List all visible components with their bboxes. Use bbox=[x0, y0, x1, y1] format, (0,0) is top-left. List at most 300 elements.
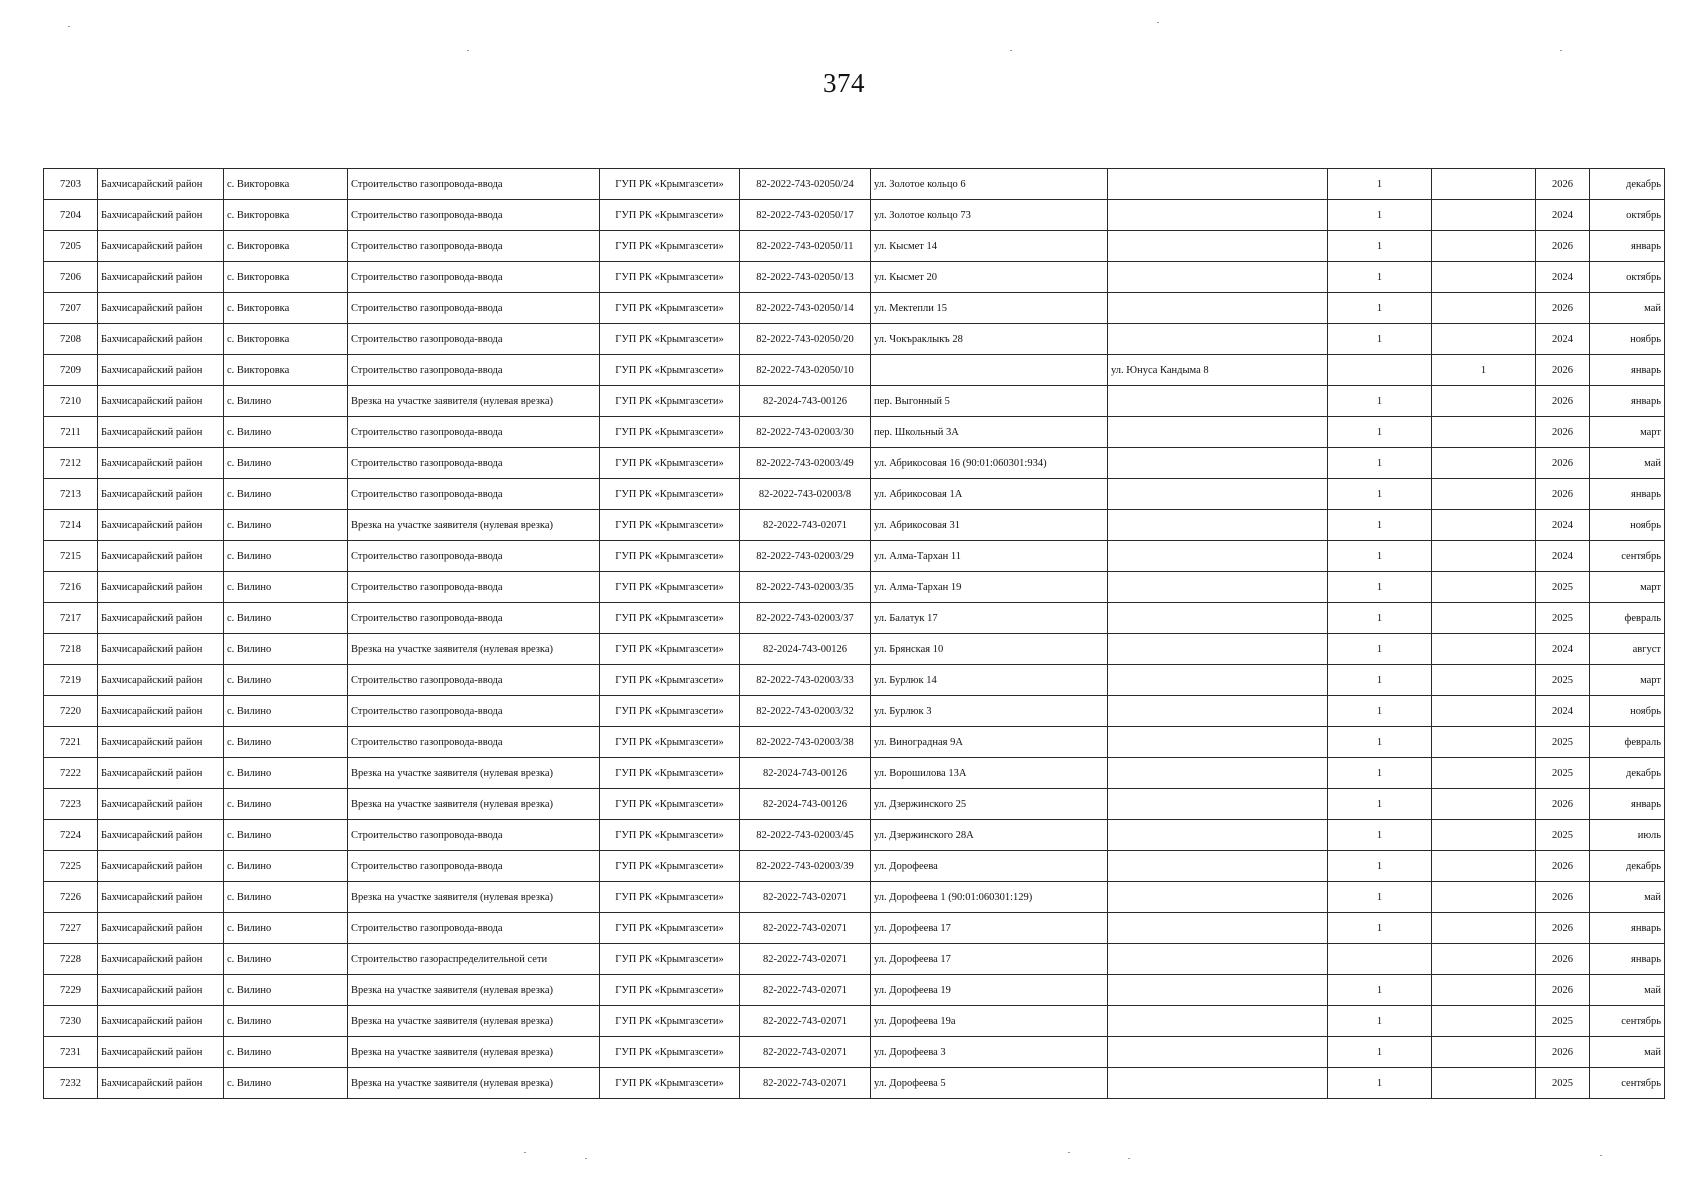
cell-number: 7211 bbox=[44, 417, 98, 448]
cell-address: ул. Абрикосовая 1А bbox=[871, 479, 1108, 510]
cell-quantity: 1 bbox=[1328, 913, 1432, 944]
cell-address: ул. Дорофеева 1 (90:01:060301:129) bbox=[871, 882, 1108, 913]
cell-organization: ГУП РК «Крымгазсети» bbox=[600, 696, 740, 727]
cell-quantity-alt bbox=[1432, 1037, 1536, 1068]
cell-month: январь bbox=[1590, 913, 1665, 944]
cell-address-alt bbox=[1108, 634, 1328, 665]
cell-month: март bbox=[1590, 417, 1665, 448]
table-row bbox=[44, 510, 1665, 541]
cell-permit-number: 82-2022-743-02071 bbox=[740, 1068, 871, 1099]
table-row bbox=[44, 479, 1665, 510]
cell-organization: ГУП РК «Крымгазсети» bbox=[600, 820, 740, 851]
cell-organization: ГУП РК «Крымгазсети» bbox=[600, 758, 740, 789]
cell-quantity-alt bbox=[1432, 789, 1536, 820]
cell-district: Бахчисарайский район bbox=[98, 820, 224, 851]
cell-work-type: Строительство газопровода-ввода bbox=[348, 262, 600, 293]
table-row bbox=[44, 913, 1665, 944]
cell-work-type: Строительство газопровода-ввода bbox=[348, 572, 600, 603]
cell-year: 2026 bbox=[1536, 355, 1590, 386]
cell-organization: ГУП РК «Крымгазсети» bbox=[600, 324, 740, 355]
cell-month: ноябрь bbox=[1590, 510, 1665, 541]
cell-quantity: 1 bbox=[1328, 510, 1432, 541]
cell-district: Бахчисарайский район bbox=[98, 634, 224, 665]
cell-village: с. Вилино bbox=[224, 820, 348, 851]
cell-year: 2026 bbox=[1536, 479, 1590, 510]
cell-address-alt bbox=[1108, 417, 1328, 448]
cell-work-type: Строительство газопровода-ввода bbox=[348, 820, 600, 851]
cell-quantity: 1 bbox=[1328, 448, 1432, 479]
scan-speck bbox=[524, 1152, 526, 1153]
cell-month: март bbox=[1590, 572, 1665, 603]
cell-number: 7222 bbox=[44, 758, 98, 789]
cell-village: с. Вилино bbox=[224, 851, 348, 882]
cell-district: Бахчисарайский район bbox=[98, 231, 224, 262]
cell-organization: ГУП РК «Крымгазсети» bbox=[600, 293, 740, 324]
table-row bbox=[44, 603, 1665, 634]
table-row bbox=[44, 417, 1665, 448]
cell-number: 7215 bbox=[44, 541, 98, 572]
cell-year: 2026 bbox=[1536, 293, 1590, 324]
gas-works-table bbox=[43, 168, 1665, 1099]
cell-year: 2026 bbox=[1536, 944, 1590, 975]
cell-quantity-alt bbox=[1432, 820, 1536, 851]
cell-quantity: 1 bbox=[1328, 231, 1432, 262]
cell-village: с. Викторовка bbox=[224, 262, 348, 293]
cell-district: Бахчисарайский район bbox=[98, 200, 224, 231]
cell-address-alt bbox=[1108, 293, 1328, 324]
cell-village: с. Вилино bbox=[224, 758, 348, 789]
cell-number: 7210 bbox=[44, 386, 98, 417]
cell-district: Бахчисарайский район bbox=[98, 417, 224, 448]
scan-speck bbox=[1068, 1152, 1070, 1153]
scan-speck bbox=[1157, 22, 1159, 23]
table-row bbox=[44, 200, 1665, 231]
cell-permit-number: 82-2022-743-02050/11 bbox=[740, 231, 871, 262]
cell-quantity-alt bbox=[1432, 975, 1536, 1006]
cell-village: с. Викторовка bbox=[224, 293, 348, 324]
cell-organization: ГУП РК «Крымгазсети» bbox=[600, 479, 740, 510]
cell-quantity-alt bbox=[1432, 448, 1536, 479]
cell-address: ул. Кысмет 14 bbox=[871, 231, 1108, 262]
cell-address-alt bbox=[1108, 1006, 1328, 1037]
cell-organization: ГУП РК «Крымгазсети» bbox=[600, 169, 740, 200]
cell-quantity: 1 bbox=[1328, 262, 1432, 293]
cell-permit-number: 82-2022-743-02003/35 bbox=[740, 572, 871, 603]
cell-work-type: Строительство газопровода-ввода bbox=[348, 417, 600, 448]
cell-permit-number: 82-2022-743-02003/29 bbox=[740, 541, 871, 572]
cell-district: Бахчисарайский район bbox=[98, 603, 224, 634]
cell-month: декабрь bbox=[1590, 758, 1665, 789]
cell-quantity-alt bbox=[1432, 572, 1536, 603]
cell-address: ул. Абрикосовая 16 (90:01:060301:934) bbox=[871, 448, 1108, 479]
cell-month: июль bbox=[1590, 820, 1665, 851]
cell-address: ул. Дорофеева 19а bbox=[871, 1006, 1108, 1037]
cell-address-alt bbox=[1108, 603, 1328, 634]
cell-address: ул. Абрикосовая 31 bbox=[871, 510, 1108, 541]
cell-address-alt bbox=[1108, 820, 1328, 851]
cell-year: 2025 bbox=[1536, 572, 1590, 603]
cell-address-alt: ул. Юнуса Кандыма 8 bbox=[1108, 355, 1328, 386]
cell-organization: ГУП РК «Крымгазсети» bbox=[600, 1068, 740, 1099]
cell-work-type: Строительство газопровода-ввода bbox=[348, 913, 600, 944]
cell-village: с. Вилино bbox=[224, 665, 348, 696]
cell-address: ул. Бурлюк 14 bbox=[871, 665, 1108, 696]
cell-year: 2026 bbox=[1536, 169, 1590, 200]
cell-address-alt bbox=[1108, 727, 1328, 758]
scan-speck bbox=[1560, 50, 1562, 51]
cell-number: 7216 bbox=[44, 572, 98, 603]
table-row bbox=[44, 789, 1665, 820]
table-row bbox=[44, 820, 1665, 851]
cell-address bbox=[871, 355, 1108, 386]
cell-month: август bbox=[1590, 634, 1665, 665]
cell-district: Бахчисарайский район bbox=[98, 913, 224, 944]
cell-number: 7213 bbox=[44, 479, 98, 510]
cell-address: ул. Балатук 17 bbox=[871, 603, 1108, 634]
cell-village: с. Викторовка bbox=[224, 200, 348, 231]
table-row bbox=[44, 262, 1665, 293]
cell-permit-number: 82-2022-743-02050/24 bbox=[740, 169, 871, 200]
cell-village: с. Викторовка bbox=[224, 169, 348, 200]
cell-quantity-alt bbox=[1432, 200, 1536, 231]
cell-year: 2026 bbox=[1536, 417, 1590, 448]
cell-organization: ГУП РК «Крымгазсети» bbox=[600, 510, 740, 541]
cell-quantity: 1 bbox=[1328, 293, 1432, 324]
cell-year: 2024 bbox=[1536, 634, 1590, 665]
cell-organization: ГУП РК «Крымгазсети» bbox=[600, 727, 740, 758]
cell-organization: ГУП РК «Крымгазсети» bbox=[600, 634, 740, 665]
cell-year: 2024 bbox=[1536, 696, 1590, 727]
cell-number: 7212 bbox=[44, 448, 98, 479]
cell-address: пер. Выгонный 5 bbox=[871, 386, 1108, 417]
cell-work-type: Врезка на участке заявителя (нулевая врезка) bbox=[348, 758, 600, 789]
cell-year: 2026 bbox=[1536, 851, 1590, 882]
table-row bbox=[44, 231, 1665, 262]
cell-work-type: Строительство газопровода-ввода bbox=[348, 169, 600, 200]
cell-permit-number: 82-2022-743-02003/37 bbox=[740, 603, 871, 634]
cell-organization: ГУП РК «Крымгазсети» bbox=[600, 262, 740, 293]
cell-organization: ГУП РК «Крымгазсети» bbox=[600, 1037, 740, 1068]
cell-number: 7209 bbox=[44, 355, 98, 386]
cell-address-alt bbox=[1108, 665, 1328, 696]
cell-permit-number: 82-2022-743-02071 bbox=[740, 1037, 871, 1068]
cell-year: 2026 bbox=[1536, 882, 1590, 913]
cell-year: 2024 bbox=[1536, 541, 1590, 572]
cell-work-type: Строительство газопровода-ввода bbox=[348, 696, 600, 727]
cell-village: с. Вилино bbox=[224, 541, 348, 572]
table-row bbox=[44, 944, 1665, 975]
table-row bbox=[44, 1068, 1665, 1099]
table-row bbox=[44, 758, 1665, 789]
cell-number: 7206 bbox=[44, 262, 98, 293]
cell-address: ул. Ворошилова 13А bbox=[871, 758, 1108, 789]
cell-permit-number: 82-2024-743-00126 bbox=[740, 386, 871, 417]
cell-quantity: 1 bbox=[1328, 200, 1432, 231]
cell-number: 7227 bbox=[44, 913, 98, 944]
cell-address-alt bbox=[1108, 200, 1328, 231]
scan-speck bbox=[1010, 50, 1012, 51]
table-row bbox=[44, 324, 1665, 355]
cell-work-type: Строительство газопровода-ввода bbox=[348, 727, 600, 758]
cell-number: 7223 bbox=[44, 789, 98, 820]
cell-district: Бахчисарайский район bbox=[98, 1006, 224, 1037]
cell-address-alt bbox=[1108, 541, 1328, 572]
cell-organization: ГУП РК «Крымгазсети» bbox=[600, 231, 740, 262]
table-row bbox=[44, 696, 1665, 727]
cell-month: январь bbox=[1590, 355, 1665, 386]
cell-address-alt bbox=[1108, 789, 1328, 820]
cell-address-alt bbox=[1108, 975, 1328, 1006]
cell-quantity-alt bbox=[1432, 541, 1536, 572]
cell-permit-number: 82-2022-743-02003/8 bbox=[740, 479, 871, 510]
cell-number: 7219 bbox=[44, 665, 98, 696]
cell-work-type: Строительство газопровода-ввода bbox=[348, 448, 600, 479]
cell-quantity-alt bbox=[1432, 603, 1536, 634]
cell-quantity-alt bbox=[1432, 665, 1536, 696]
cell-district: Бахчисарайский район bbox=[98, 758, 224, 789]
cell-work-type: Врезка на участке заявителя (нулевая врезка) bbox=[348, 1037, 600, 1068]
cell-quantity-alt bbox=[1432, 851, 1536, 882]
cell-quantity: 1 bbox=[1328, 882, 1432, 913]
cell-quantity-alt bbox=[1432, 944, 1536, 975]
cell-year: 2024 bbox=[1536, 510, 1590, 541]
table-row bbox=[44, 448, 1665, 479]
cell-quantity-alt bbox=[1432, 634, 1536, 665]
cell-village: с. Вилино bbox=[224, 789, 348, 820]
cell-quantity: 1 bbox=[1328, 603, 1432, 634]
cell-village: с. Викторовка bbox=[224, 231, 348, 262]
cell-quantity: 1 bbox=[1328, 665, 1432, 696]
cell-number: 7205 bbox=[44, 231, 98, 262]
cell-permit-number: 82-2024-743-00126 bbox=[740, 758, 871, 789]
table-body bbox=[44, 169, 1665, 1099]
cell-month: ноябрь bbox=[1590, 324, 1665, 355]
cell-month: сентябрь bbox=[1590, 1068, 1665, 1099]
cell-quantity-alt bbox=[1432, 262, 1536, 293]
cell-quantity: 1 bbox=[1328, 727, 1432, 758]
cell-organization: ГУП РК «Крымгазсети» bbox=[600, 541, 740, 572]
cell-address: ул. Дорофеева 19 bbox=[871, 975, 1108, 1006]
cell-district: Бахчисарайский район bbox=[98, 851, 224, 882]
cell-quantity: 1 bbox=[1328, 634, 1432, 665]
cell-month: декабрь bbox=[1590, 851, 1665, 882]
cell-village: с. Викторовка bbox=[224, 324, 348, 355]
cell-number: 7224 bbox=[44, 820, 98, 851]
cell-address: ул. Дзержинского 28А bbox=[871, 820, 1108, 851]
cell-quantity-alt bbox=[1432, 169, 1536, 200]
cell-permit-number: 82-2022-743-02003/49 bbox=[740, 448, 871, 479]
cell-district: Бахчисарайский район bbox=[98, 324, 224, 355]
cell-quantity: 1 bbox=[1328, 851, 1432, 882]
cell-quantity: 1 bbox=[1328, 386, 1432, 417]
cell-quantity: 1 bbox=[1328, 1037, 1432, 1068]
cell-permit-number: 82-2022-743-02050/13 bbox=[740, 262, 871, 293]
cell-month: февраль bbox=[1590, 603, 1665, 634]
cell-month: январь bbox=[1590, 944, 1665, 975]
cell-village: с. Вилино bbox=[224, 882, 348, 913]
cell-organization: ГУП РК «Крымгазсети» bbox=[600, 448, 740, 479]
cell-address: ул. Алма-Тархан 19 bbox=[871, 572, 1108, 603]
cell-district: Бахчисарайский район bbox=[98, 789, 224, 820]
cell-quantity-alt: 1 bbox=[1432, 355, 1536, 386]
cell-district: Бахчисарайский район bbox=[98, 293, 224, 324]
cell-number: 7226 bbox=[44, 882, 98, 913]
table-row bbox=[44, 727, 1665, 758]
cell-number: 7228 bbox=[44, 944, 98, 975]
cell-quantity: 1 bbox=[1328, 758, 1432, 789]
cell-work-type: Врезка на участке заявителя (нулевая врезка) bbox=[348, 510, 600, 541]
cell-number: 7232 bbox=[44, 1068, 98, 1099]
cell-quantity: 1 bbox=[1328, 1006, 1432, 1037]
cell-year: 2026 bbox=[1536, 789, 1590, 820]
cell-village: с. Вилино bbox=[224, 727, 348, 758]
cell-address: ул. Мектепли 15 bbox=[871, 293, 1108, 324]
cell-address: ул. Дорофеева 17 bbox=[871, 944, 1108, 975]
cell-work-type: Врезка на участке заявителя (нулевая врезка) bbox=[348, 1006, 600, 1037]
cell-address-alt bbox=[1108, 882, 1328, 913]
cell-organization: ГУП РК «Крымгазсети» bbox=[600, 944, 740, 975]
cell-month: май bbox=[1590, 293, 1665, 324]
cell-work-type: Врезка на участке заявителя (нулевая врезка) bbox=[348, 386, 600, 417]
cell-work-type: Строительство газопровода-ввода bbox=[348, 200, 600, 231]
cell-work-type: Врезка на участке заявителя (нулевая врезка) bbox=[348, 634, 600, 665]
cell-address-alt bbox=[1108, 1068, 1328, 1099]
cell-district: Бахчисарайский район bbox=[98, 355, 224, 386]
cell-quantity: 1 bbox=[1328, 820, 1432, 851]
table-row bbox=[44, 355, 1665, 386]
cell-number: 7208 bbox=[44, 324, 98, 355]
cell-organization: ГУП РК «Крымгазсети» bbox=[600, 417, 740, 448]
cell-district: Бахчисарайский район bbox=[98, 448, 224, 479]
cell-permit-number: 82-2022-743-02003/39 bbox=[740, 851, 871, 882]
cell-village: с. Викторовка bbox=[224, 355, 348, 386]
cell-village: с. Вилино bbox=[224, 944, 348, 975]
cell-organization: ГУП РК «Крымгазсети» bbox=[600, 851, 740, 882]
cell-address-alt bbox=[1108, 758, 1328, 789]
cell-address-alt bbox=[1108, 231, 1328, 262]
cell-work-type: Строительство газопровода-ввода bbox=[348, 355, 600, 386]
cell-address: ул. Алма-Тархан 11 bbox=[871, 541, 1108, 572]
cell-quantity: 1 bbox=[1328, 789, 1432, 820]
cell-quantity-alt bbox=[1432, 1006, 1536, 1037]
cell-permit-number: 82-2024-743-00126 bbox=[740, 634, 871, 665]
cell-district: Бахчисарайский район bbox=[98, 975, 224, 1006]
cell-quantity-alt bbox=[1432, 417, 1536, 448]
cell-address: ул. Дорофеева 17 bbox=[871, 913, 1108, 944]
cell-village: с. Вилино bbox=[224, 1068, 348, 1099]
cell-month: май bbox=[1590, 1037, 1665, 1068]
cell-address: пер. Школьный 3А bbox=[871, 417, 1108, 448]
cell-number: 7221 bbox=[44, 727, 98, 758]
cell-quantity-alt bbox=[1432, 479, 1536, 510]
cell-number: 7217 bbox=[44, 603, 98, 634]
cell-address-alt bbox=[1108, 913, 1328, 944]
cell-work-type: Строительство газопровода-ввода bbox=[348, 851, 600, 882]
cell-permit-number: 82-2024-743-00126 bbox=[740, 789, 871, 820]
cell-district: Бахчисарайский район bbox=[98, 1068, 224, 1099]
table-row bbox=[44, 1006, 1665, 1037]
cell-district: Бахчисарайский район bbox=[98, 944, 224, 975]
table-row bbox=[44, 293, 1665, 324]
cell-village: с. Вилино bbox=[224, 510, 348, 541]
cell-work-type: Строительство газораспределительной сети bbox=[348, 944, 600, 975]
cell-month: февраль bbox=[1590, 727, 1665, 758]
cell-quantity: 1 bbox=[1328, 1068, 1432, 1099]
cell-year: 2025 bbox=[1536, 820, 1590, 851]
cell-month: январь bbox=[1590, 386, 1665, 417]
cell-permit-number: 82-2022-743-02071 bbox=[740, 1006, 871, 1037]
cell-district: Бахчисарайский район bbox=[98, 727, 224, 758]
cell-month: май bbox=[1590, 448, 1665, 479]
cell-address: ул. Чокъраклыкъ 28 bbox=[871, 324, 1108, 355]
cell-village: с. Вилино bbox=[224, 417, 348, 448]
cell-quantity-alt bbox=[1432, 510, 1536, 541]
cell-year: 2026 bbox=[1536, 1037, 1590, 1068]
cell-work-type: Строительство газопровода-ввода bbox=[348, 479, 600, 510]
cell-year: 2025 bbox=[1536, 758, 1590, 789]
cell-number: 7203 bbox=[44, 169, 98, 200]
cell-quantity-alt bbox=[1432, 913, 1536, 944]
cell-organization: ГУП РК «Крымгазсети» bbox=[600, 1006, 740, 1037]
cell-district: Бахчисарайский район bbox=[98, 665, 224, 696]
cell-address-alt bbox=[1108, 324, 1328, 355]
cell-number: 7220 bbox=[44, 696, 98, 727]
cell-number: 7218 bbox=[44, 634, 98, 665]
table-row bbox=[44, 634, 1665, 665]
cell-address-alt bbox=[1108, 851, 1328, 882]
cell-address-alt bbox=[1108, 944, 1328, 975]
cell-district: Бахчисарайский район bbox=[98, 510, 224, 541]
cell-address-alt bbox=[1108, 262, 1328, 293]
cell-month: октябрь bbox=[1590, 262, 1665, 293]
cell-month: март bbox=[1590, 665, 1665, 696]
cell-month: январь bbox=[1590, 789, 1665, 820]
cell-month: январь bbox=[1590, 231, 1665, 262]
cell-year: 2025 bbox=[1536, 727, 1590, 758]
cell-month: сентябрь bbox=[1590, 541, 1665, 572]
cell-work-type: Врезка на участке заявителя (нулевая врезка) bbox=[348, 1068, 600, 1099]
cell-month: май bbox=[1590, 975, 1665, 1006]
cell-organization: ГУП РК «Крымгазсети» bbox=[600, 355, 740, 386]
scan-speck bbox=[1600, 1155, 1602, 1156]
cell-address-alt bbox=[1108, 510, 1328, 541]
cell-organization: ГУП РК «Крымгазсети» bbox=[600, 789, 740, 820]
cell-permit-number: 82-2022-743-02003/33 bbox=[740, 665, 871, 696]
cell-address: ул. Золотое кольцо 73 bbox=[871, 200, 1108, 231]
cell-year: 2026 bbox=[1536, 913, 1590, 944]
cell-year: 2026 bbox=[1536, 231, 1590, 262]
cell-address: ул. Дорофеева 5 bbox=[871, 1068, 1108, 1099]
cell-organization: ГУП РК «Крымгазсети» bbox=[600, 882, 740, 913]
cell-work-type: Строительство газопровода-ввода bbox=[348, 665, 600, 696]
cell-year: 2024 bbox=[1536, 200, 1590, 231]
cell-permit-number: 82-2022-743-02071 bbox=[740, 510, 871, 541]
cell-address: ул. Виноградная 9А bbox=[871, 727, 1108, 758]
cell-year: 2024 bbox=[1536, 324, 1590, 355]
cell-quantity: 1 bbox=[1328, 324, 1432, 355]
cell-permit-number: 82-2022-743-02003/30 bbox=[740, 417, 871, 448]
cell-village: с. Вилино bbox=[224, 913, 348, 944]
cell-year: 2026 bbox=[1536, 386, 1590, 417]
cell-district: Бахчисарайский район bbox=[98, 572, 224, 603]
cell-quantity: 1 bbox=[1328, 417, 1432, 448]
cell-permit-number: 82-2022-743-02050/20 bbox=[740, 324, 871, 355]
cell-number: 7225 bbox=[44, 851, 98, 882]
cell-quantity bbox=[1328, 355, 1432, 386]
cell-address-alt bbox=[1108, 448, 1328, 479]
cell-number: 7204 bbox=[44, 200, 98, 231]
cell-village: с. Вилино bbox=[224, 572, 348, 603]
